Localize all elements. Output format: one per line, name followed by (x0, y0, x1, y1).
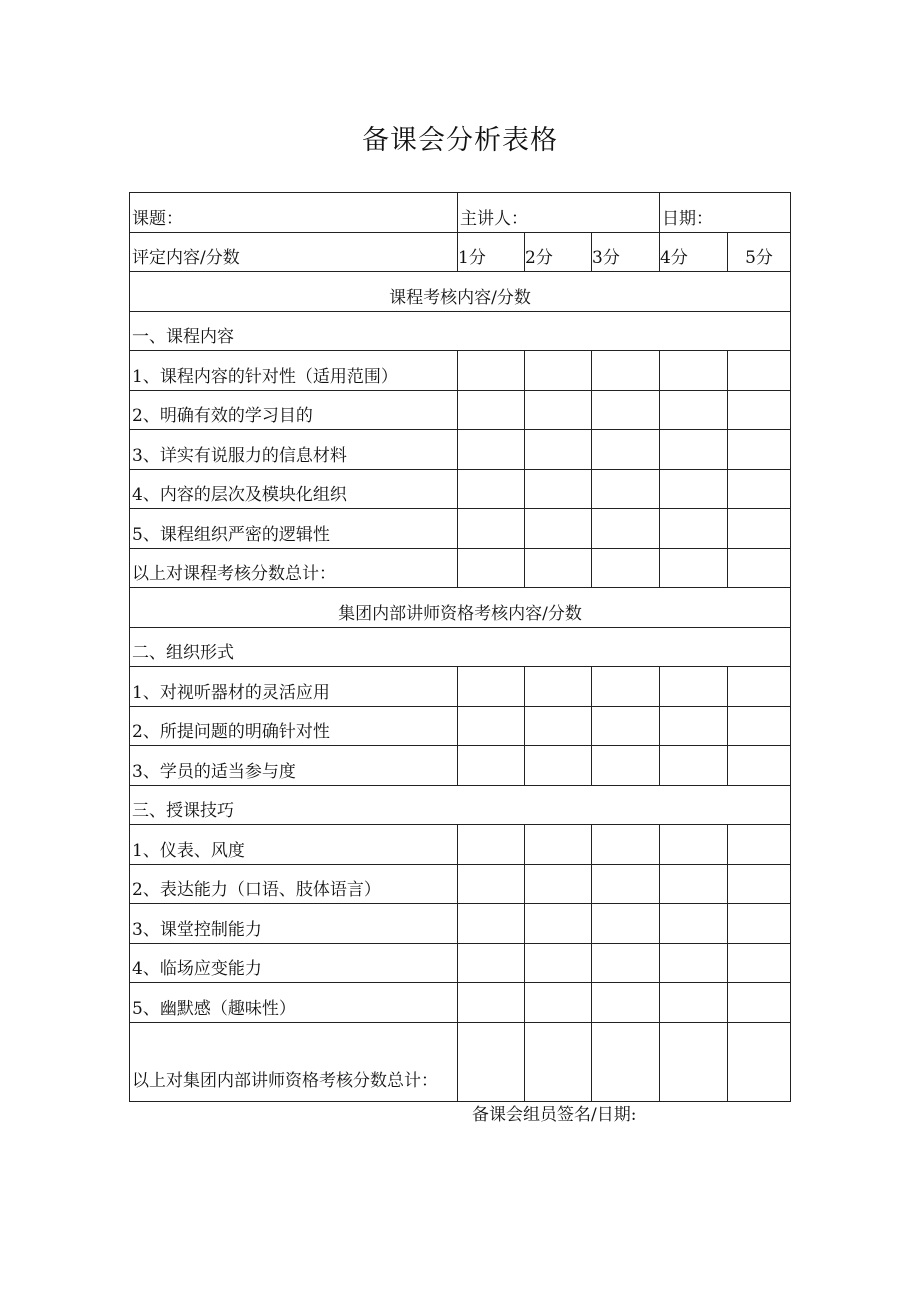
score-cell[interactable] (728, 509, 791, 549)
score-cell[interactable] (458, 746, 525, 786)
score-cell[interactable] (660, 351, 728, 391)
signature-date-label: 备课会组员签名/日期: (472, 1105, 637, 1125)
criteria-row (130, 904, 791, 944)
score-cell[interactable] (458, 390, 525, 430)
criteria-label: 3、课堂控制能力 (130, 904, 458, 944)
score-cell[interactable] (525, 667, 592, 707)
criteria-label: 1、课程内容的针对性（适用范围） (130, 351, 458, 391)
score-cell[interactable] (728, 351, 791, 391)
section-banner: 课程考核内容/分数 (130, 272, 791, 312)
score-cell[interactable] (728, 1022, 791, 1101)
criteria-label: 3、学员的适当参与度 (130, 746, 458, 786)
criteria-row (130, 706, 791, 746)
score-cell[interactable] (525, 1022, 592, 1101)
criteria-row (130, 746, 791, 786)
score-cell[interactable] (660, 430, 728, 470)
score-cell[interactable] (592, 825, 660, 865)
score-cell[interactable] (660, 825, 728, 865)
score-cell[interactable] (728, 667, 791, 707)
criteria-label: 5、课程组织严密的逻辑性 (130, 509, 458, 549)
section-heading: 二、组织形式 (130, 627, 791, 667)
criteria-row (130, 943, 791, 983)
score-cell[interactable] (728, 469, 791, 509)
score-cell[interactable] (525, 706, 592, 746)
score-cell[interactable] (458, 469, 525, 509)
score-3-header: 3分 (592, 232, 660, 272)
criteria-row (130, 667, 791, 707)
criteria-row (130, 509, 791, 549)
score-cell[interactable] (458, 825, 525, 865)
score-cell[interactable] (525, 943, 592, 983)
criteria-label: 2、表达能力（口语、肢体语言） (130, 864, 458, 904)
score-cell[interactable] (458, 943, 525, 983)
page-title: 备课会分析表格 (362, 125, 558, 156)
score-cell[interactable] (728, 904, 791, 944)
criteria-label: 4、临场应变能力 (130, 943, 458, 983)
section-banner-row (130, 272, 791, 312)
score-cell[interactable] (592, 351, 660, 391)
score-cell[interactable] (660, 706, 728, 746)
score-cell[interactable] (660, 904, 728, 944)
score-cell[interactable] (592, 943, 660, 983)
score-cell[interactable] (728, 706, 791, 746)
criteria-label: 3、详实有说服力的信息材料 (130, 430, 458, 470)
score-cell[interactable] (728, 864, 791, 904)
section-heading-row (130, 785, 791, 825)
score-cell[interactable] (660, 746, 728, 786)
score-cell[interactable] (660, 390, 728, 430)
score-cell[interactable] (458, 430, 525, 470)
score-cell[interactable] (592, 667, 660, 707)
score-cell[interactable] (525, 825, 592, 865)
score-cell[interactable] (458, 864, 525, 904)
score-cell[interactable] (728, 430, 791, 470)
score-cell[interactable] (660, 864, 728, 904)
score-cell[interactable] (525, 469, 592, 509)
score-cell[interactable] (458, 351, 525, 391)
score-cell[interactable] (592, 430, 660, 470)
score-cell[interactable] (458, 509, 525, 549)
score-4-header: 4分 (660, 232, 728, 272)
criteria-row (130, 351, 791, 391)
score-cell[interactable] (660, 509, 728, 549)
score-cell[interactable] (660, 548, 728, 588)
score-cell[interactable] (592, 469, 660, 509)
criteria-row (130, 430, 791, 470)
criteria-row (130, 864, 791, 904)
score-cell[interactable] (458, 1022, 525, 1101)
criteria-row (130, 983, 791, 1023)
date-field[interactable]: 日期： (660, 193, 791, 233)
score-cell[interactable] (525, 983, 592, 1023)
score-cell[interactable] (525, 351, 592, 391)
score-cell[interactable] (592, 390, 660, 430)
score-cell[interactable] (458, 904, 525, 944)
score-cell[interactable] (525, 430, 592, 470)
score-cell[interactable] (728, 943, 791, 983)
score-cell[interactable] (525, 864, 592, 904)
evaluation-form-table (129, 192, 791, 1102)
criteria-row (130, 469, 791, 509)
criteria-row (130, 390, 791, 430)
score-cell[interactable] (728, 548, 791, 588)
criteria-label: 2、明确有效的学习目的 (130, 390, 458, 430)
score-header-row (130, 232, 791, 272)
criteria-label: 1、仪表、风度 (130, 825, 458, 865)
score-cell[interactable] (660, 469, 728, 509)
score-cell[interactable] (525, 548, 592, 588)
score-cell[interactable] (728, 746, 791, 786)
section-heading: 三、授课技巧 (130, 785, 791, 825)
score-cell[interactable] (458, 667, 525, 707)
criteria-label: 2、所提问题的明确针对性 (130, 706, 458, 746)
criteria-label: 1、对视听器材的灵活应用 (130, 667, 458, 707)
section-heading-row (130, 627, 791, 667)
score-cell[interactable] (592, 864, 660, 904)
score-cell[interactable] (660, 983, 728, 1023)
score-cell[interactable] (660, 943, 728, 983)
score-cell[interactable] (592, 548, 660, 588)
score-cell[interactable] (728, 825, 791, 865)
score-cell[interactable] (592, 983, 660, 1023)
score-cell[interactable] (525, 390, 592, 430)
section-heading: 一、课程内容 (130, 311, 791, 351)
score-cell[interactable] (592, 509, 660, 549)
section-heading-row (130, 311, 791, 351)
total-row (130, 548, 791, 588)
criteria-label: 5、幽默感（趣味性） (130, 983, 458, 1023)
score-cell[interactable] (592, 706, 660, 746)
score-cell[interactable] (592, 1022, 660, 1101)
score-cell[interactable] (525, 746, 592, 786)
section-banner-row (130, 588, 791, 628)
score-cell[interactable] (660, 1022, 728, 1101)
score-cell[interactable] (458, 706, 525, 746)
score-5-header: 5分 (728, 232, 791, 272)
total-label: 以上对集团内部讲师资格考核分数总计： (130, 1022, 458, 1101)
section-banner: 集团内部讲师资格考核内容/分数 (130, 588, 791, 628)
score-1-header: 1分 (458, 232, 525, 272)
score-cell[interactable] (592, 746, 660, 786)
score-cell[interactable] (525, 509, 592, 549)
score-2-header: 2分 (525, 232, 592, 272)
score-cell[interactable] (458, 548, 525, 588)
criteria-label: 4、内容的层次及模块化组织 (130, 469, 458, 509)
header-row (130, 193, 791, 233)
score-cell[interactable] (592, 904, 660, 944)
total-row (130, 1022, 791, 1101)
topic-field[interactable]: 课题： (130, 193, 458, 233)
total-label: 以上对课程考核分数总计： (130, 548, 458, 588)
score-header-label: 评定内容/分数 (130, 232, 458, 272)
score-cell[interactable] (728, 390, 791, 430)
score-cell[interactable] (660, 667, 728, 707)
criteria-row (130, 825, 791, 865)
presenter-field[interactable]: 主讲人： (458, 193, 660, 233)
score-cell[interactable] (728, 983, 791, 1023)
score-cell[interactable] (458, 983, 525, 1023)
score-cell[interactable] (525, 904, 592, 944)
